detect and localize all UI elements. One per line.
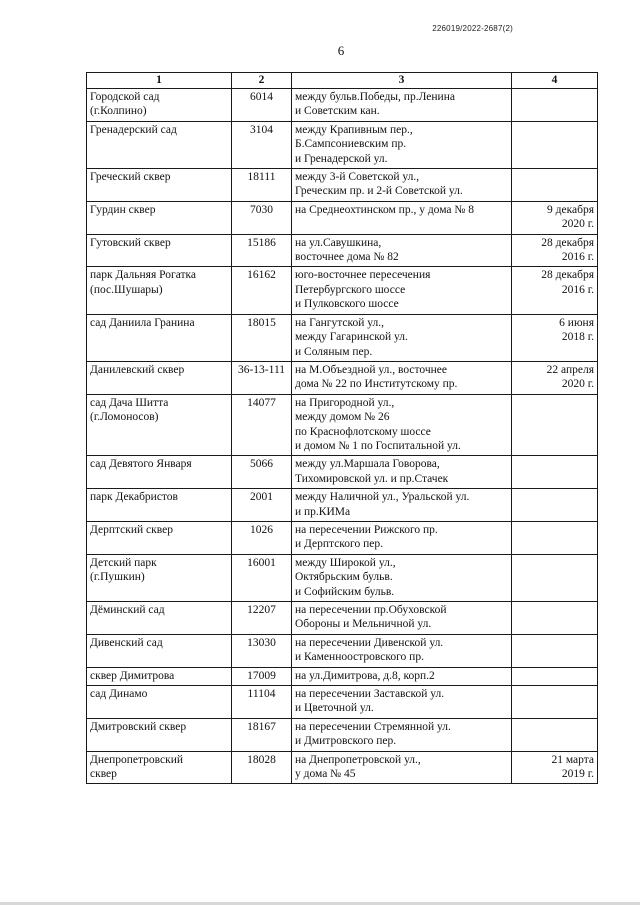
- cell-location: [292, 456, 512, 489]
- cell-date: [512, 686, 598, 719]
- cell-name-line: парк Декабристов: [90, 491, 178, 504]
- cell-name-line: Детский парк: [90, 556, 157, 569]
- cell-location: [292, 634, 512, 667]
- cell-location: [292, 554, 512, 601]
- cell-location: [292, 751, 512, 784]
- cell-code: 1026: [232, 521, 292, 554]
- table-row: [87, 751, 598, 784]
- table-row: [87, 686, 598, 719]
- cell-location: [292, 667, 512, 685]
- cell-name: [87, 121, 232, 168]
- table-row: [87, 89, 598, 122]
- cell-name: [87, 394, 232, 456]
- table-body: [87, 89, 598, 784]
- cell-name-line: сад Дача Шитта: [90, 396, 169, 409]
- cell-location-line: на пересечении Дивенской ул.: [295, 636, 444, 649]
- cell-code: 12207: [232, 602, 292, 635]
- cell-name-line: Гутовский сквер: [90, 236, 171, 249]
- cell-code: 16162: [232, 267, 292, 314]
- cell-location-line: и Дмитровского пер.: [295, 735, 397, 748]
- cell-name-line: сад Девятого Января: [90, 458, 192, 471]
- table-row: [87, 667, 598, 685]
- cell-location-line: между Гагаринской ул.: [295, 331, 408, 344]
- cell-name-line: (г.Ломоносов): [90, 411, 159, 424]
- cell-location-line: между 3-й Советской ул.,: [295, 171, 420, 184]
- cell-code: 3104: [232, 121, 292, 168]
- green-areas-table: [86, 72, 598, 784]
- cell-date-line: 2020 г.: [561, 378, 594, 391]
- cell-name-line: сад Динамо: [90, 688, 148, 701]
- cell-date: [512, 89, 598, 122]
- cell-location-line: Петербургского шоссе: [295, 283, 406, 296]
- cell-code: 15186: [232, 234, 292, 267]
- cell-location: [292, 394, 512, 456]
- cell-location: [292, 521, 512, 554]
- cell-location: [292, 201, 512, 234]
- cell-date: [512, 602, 598, 635]
- cell-name: [87, 686, 232, 719]
- cell-date-line: 2016 г.: [561, 251, 594, 264]
- cell-location-line: Обороны и Мельничной ул.: [295, 618, 432, 631]
- cell-date: [512, 169, 598, 202]
- cell-name-line: Дёминский сад: [90, 604, 165, 616]
- cell-location: [292, 361, 512, 394]
- cell-location: [292, 121, 512, 168]
- cell-code: 18028: [232, 751, 292, 784]
- cell-name: [87, 361, 232, 394]
- cell-name: [87, 489, 232, 522]
- cell-location: [292, 602, 512, 635]
- table-row: [87, 267, 598, 314]
- cell-location-line: между ул.Маршала Говорова,: [295, 458, 440, 471]
- cell-name: [87, 667, 232, 685]
- table-row: [87, 201, 598, 234]
- cell-location-line: между Крапивным пер.,: [295, 123, 413, 136]
- table-row: [87, 718, 598, 751]
- table-row: [87, 169, 598, 202]
- table-row: [87, 121, 598, 168]
- cell-date: [512, 718, 598, 751]
- cell-code: 13030: [232, 634, 292, 667]
- cell-location-line: на Гангутской ул.,: [295, 316, 385, 329]
- cell-name: [87, 201, 232, 234]
- cell-location-line: и Пулковского шоссе: [295, 298, 399, 311]
- cell-name: [87, 634, 232, 667]
- cell-name: [87, 718, 232, 751]
- cell-location-line: Октябрьским бульв.: [295, 571, 393, 584]
- cell-location-line: по Краснофлотскому шоссе: [295, 425, 431, 438]
- cell-location-line: между Широкой ул.,: [295, 556, 396, 569]
- cell-name-line: Данилевский сквер: [90, 363, 185, 376]
- cell-name-line: Дмитровский сквер: [90, 720, 187, 733]
- cell-location-line: и домом № 1 по Госпитальной ул.: [295, 439, 461, 452]
- cell-name-line: (пос.Шушары): [90, 283, 163, 296]
- cell-location-line: на пересечении Стремянной ул.: [295, 720, 451, 733]
- table-row: [87, 602, 598, 635]
- cell-date: [512, 201, 598, 234]
- cell-location-line: на Днепропетровской ул.,: [295, 753, 421, 766]
- cell-date: [512, 234, 598, 267]
- cell-name: [87, 456, 232, 489]
- table-row: [87, 634, 598, 667]
- cell-code: 17009: [232, 667, 292, 685]
- cell-location-line: дома № 22 по Институтскому пр.: [295, 378, 458, 391]
- cell-name-line: (г.Пушкин): [90, 571, 145, 584]
- cell-location-line: на пересечении Рижского пр.: [295, 523, 438, 536]
- cell-date-line: 28 декабря: [541, 236, 594, 249]
- cell-date-line: 6 июня: [559, 316, 594, 329]
- cell-date: [512, 554, 598, 601]
- cell-date: [512, 361, 598, 394]
- cell-location-line: на М.Объездной ул., восточнее: [295, 363, 447, 376]
- cell-name-line: Днепропетровский: [90, 753, 184, 766]
- column-header-4: 4: [512, 73, 598, 89]
- cell-date: [512, 456, 598, 489]
- cell-name-line: Дерптский сквер: [90, 523, 173, 536]
- cell-code: 14077: [232, 394, 292, 456]
- cell-code: 18111: [232, 169, 292, 202]
- cell-location-line: Греческим пр. и 2-й Советской ул.: [295, 185, 463, 198]
- cell-location-line: и Каменноостровского пр.: [295, 651, 424, 664]
- cell-location-line: на пересечении Заставской ул.: [295, 688, 445, 701]
- cell-location: [292, 718, 512, 751]
- cell-name-line: Греческий сквер: [90, 171, 171, 184]
- cell-location-line: между Наличной ул., Уральской ул.: [295, 491, 470, 504]
- cell-location-line: Тихомировской ул. и пр.Стачек: [295, 472, 449, 485]
- cell-name: [87, 521, 232, 554]
- column-header-3: 3: [292, 73, 512, 89]
- cell-location: [292, 89, 512, 122]
- table-row: [87, 361, 598, 394]
- cell-location-line: и Соляным пер.: [295, 345, 373, 358]
- cell-date: [512, 667, 598, 685]
- cell-name: [87, 234, 232, 267]
- cell-location: [292, 234, 512, 267]
- cell-name-line: парк Дальняя Рогатка: [90, 269, 197, 282]
- cell-name-line: Гурдин сквер: [90, 203, 156, 216]
- cell-location-line: юго-восточнее пересечения: [295, 269, 431, 282]
- cell-name-line: Гренадерский сад: [90, 123, 177, 136]
- table-row: [87, 314, 598, 361]
- table-row: [87, 489, 598, 522]
- cell-date: [512, 751, 598, 784]
- cell-location-line: и Софийским бульв.: [295, 585, 395, 598]
- table-row: [87, 234, 598, 267]
- cell-name-line: сад Даниила Гранина: [90, 316, 195, 329]
- cell-code: 36-13-111: [232, 361, 292, 394]
- cell-date-line: 2018 г.: [561, 331, 594, 344]
- cell-name: [87, 267, 232, 314]
- cell-location: [292, 314, 512, 361]
- cell-location-line: и Гренадерской ул.: [295, 152, 388, 165]
- cell-name: [87, 751, 232, 784]
- cell-location: [292, 267, 512, 314]
- cell-code: 6014: [232, 89, 292, 122]
- cell-location-line: на ул.Савушкина,: [295, 236, 382, 249]
- cell-name-line: сквер: [90, 768, 117, 781]
- cell-name: [87, 89, 232, 122]
- cell-name-line: (г.Колпино): [90, 105, 147, 118]
- cell-code: 11104: [232, 686, 292, 719]
- cell-name-line: сквер Димитрова: [90, 669, 175, 682]
- cell-code: 2001: [232, 489, 292, 522]
- table-row: [87, 554, 598, 601]
- cell-name: [87, 554, 232, 601]
- cell-location-line: между домом № 26: [295, 411, 390, 424]
- cell-location-line: на Пригородной ул.,: [295, 396, 395, 409]
- cell-date: [512, 314, 598, 361]
- cell-location: [292, 686, 512, 719]
- cell-date-line: 21 марта: [551, 753, 594, 766]
- cell-location-line: и Дерптского пер.: [295, 538, 383, 551]
- cell-date: [512, 267, 598, 314]
- table-header-row: [87, 73, 598, 89]
- cell-location: [292, 489, 512, 522]
- cell-location-line: и Цветочной ул.: [295, 702, 374, 715]
- cell-code: 18167: [232, 718, 292, 751]
- cell-location-line: на Среднеохтинском пр., у дома № 8: [295, 203, 474, 216]
- table-row: [87, 394, 598, 456]
- cell-location-line: между бульв.Победы, пр.Ленина: [295, 91, 455, 103]
- cell-name: [87, 169, 232, 202]
- cell-location-line: у дома № 45: [295, 768, 356, 781]
- cell-name-line: Городской сад: [90, 91, 160, 103]
- cell-date: [512, 521, 598, 554]
- cell-date-line: 2016 г.: [561, 283, 594, 296]
- page-number: 6: [337, 43, 345, 58]
- column-header-1: 1: [87, 73, 232, 89]
- cell-date: [512, 121, 598, 168]
- cell-code: 16001: [232, 554, 292, 601]
- cell-date-line: 22 апреля: [546, 363, 594, 376]
- cell-name-line: Дивенский сад: [90, 636, 163, 649]
- cell-date-line: 28 декабря: [541, 269, 594, 282]
- cell-code: 7030: [232, 201, 292, 234]
- cell-location-line: и Советским кан.: [295, 105, 380, 118]
- document-registration-number: 226019/2022-2687(2): [432, 24, 513, 33]
- cell-date: [512, 394, 598, 456]
- cell-location-line: Б.Сампсониевским пр.: [295, 138, 407, 151]
- cell-date: [512, 634, 598, 667]
- cell-date: [512, 489, 598, 522]
- table-row: [87, 456, 598, 489]
- table-row: [87, 521, 598, 554]
- cell-location: [292, 169, 512, 202]
- cell-name: [87, 314, 232, 361]
- cell-date-line: 2019 г.: [561, 768, 594, 781]
- cell-name: [87, 602, 232, 635]
- cell-code: 5066: [232, 456, 292, 489]
- cell-date-line: 9 декабря: [547, 203, 594, 216]
- cell-location-line: на ул.Димитрова, д.8, корп.2: [295, 669, 435, 682]
- cell-location-line: и пр.КИМа: [295, 505, 351, 518]
- cell-location-line: на пересечении пр.Обуховской: [295, 604, 447, 616]
- cell-date-line: 2020 г.: [561, 218, 594, 231]
- cell-code: 18015: [232, 314, 292, 361]
- cell-location-line: восточнее дома № 82: [295, 251, 399, 264]
- column-header-2: 2: [232, 73, 292, 89]
